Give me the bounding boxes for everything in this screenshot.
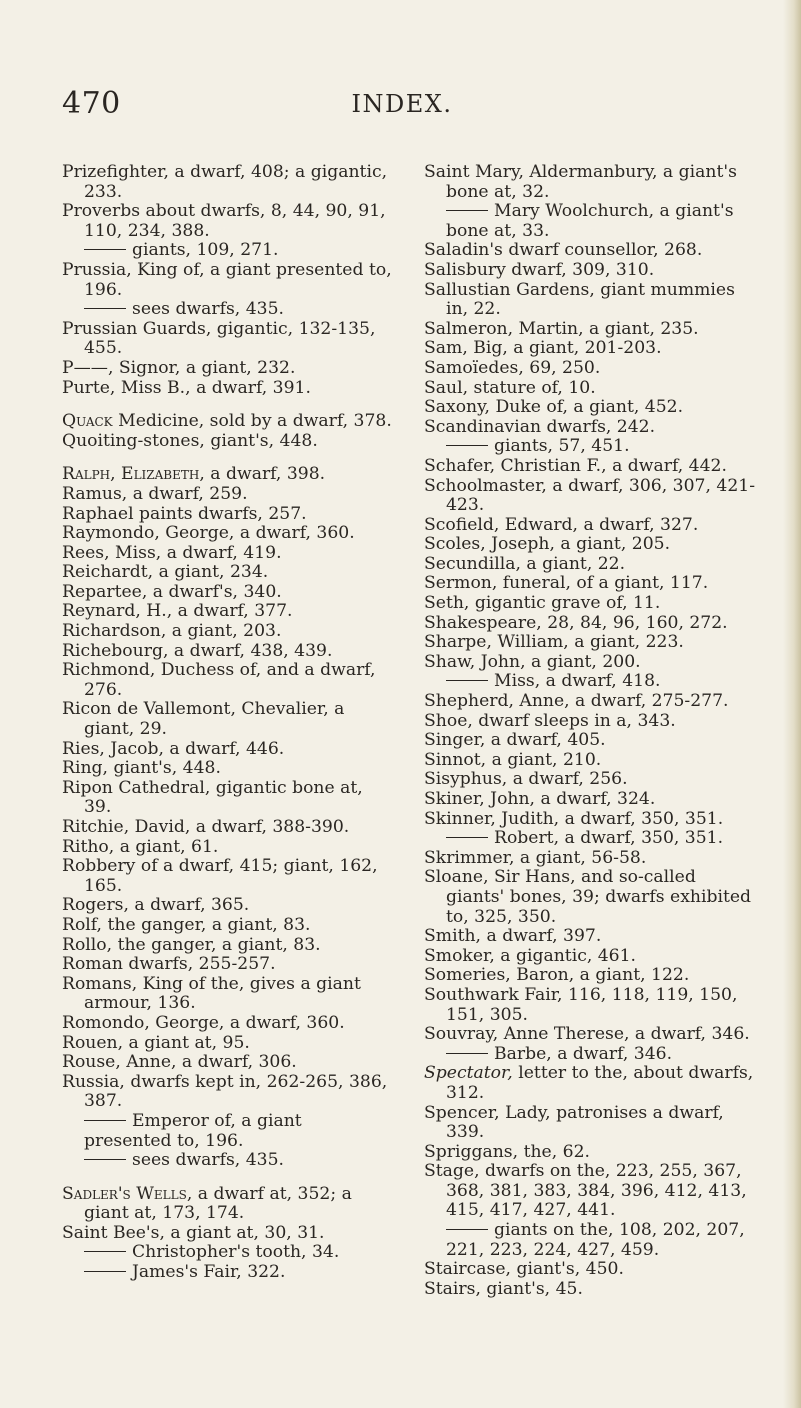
entry-heading: Spectator, — [424, 1063, 513, 1084]
index-entry — [424, 1260, 758, 1280]
index-entry — [424, 770, 758, 790]
entry-references: dwarfs, 255-257. — [122, 954, 276, 975]
entry-references: a dwarf, 419. — [161, 542, 282, 563]
entry-heading: Saul, — [424, 377, 469, 398]
entry-heading: Stage, — [424, 1161, 480, 1182]
entry-references: a dwarf, 327. — [578, 514, 699, 535]
index-entry — [62, 602, 394, 622]
entry-heading: Romans, King of the, — [62, 973, 245, 994]
entry-heading: Ritho, — [62, 836, 115, 857]
entry-heading: Romondo, George, — [62, 1012, 225, 1033]
entry-references: a dwarf, 275-277. — [569, 691, 729, 712]
index-entry — [62, 563, 394, 583]
index-entry — [62, 1053, 394, 1073]
index-entry — [62, 465, 394, 485]
entry-heading: Saladin's — [424, 240, 503, 261]
index-entry — [62, 320, 394, 359]
entry-references: giant's, 450. — [510, 1259, 624, 1280]
ditto-dash — [84, 308, 126, 309]
entry-references: a giant, 122. — [574, 965, 690, 986]
entry-references: a giant, 201-203. — [507, 338, 662, 359]
entry-references: dwarf counsellor, 268. — [502, 240, 703, 261]
entry-references: 69, 250. — [523, 357, 601, 378]
entry-references: giant's, 448. — [107, 758, 221, 779]
entry-heading: Raymondo, George, — [62, 523, 235, 544]
entry-references: a dwarf at, 352; a giant at, 173, 174. — [84, 1183, 352, 1224]
entry-heading: Sermon, — [424, 573, 498, 594]
entry-heading: Ritchie, David, — [62, 817, 191, 837]
ditto-dash — [84, 1120, 126, 1121]
ditto-dash — [84, 249, 126, 250]
index-entry — [62, 505, 394, 525]
entry-heading: Repartee, — [62, 581, 148, 602]
entry-heading: Sloane, Sir Hans, — [424, 867, 576, 888]
entry-heading: Stairs, — [424, 1278, 481, 1299]
index-subentry — [62, 1263, 394, 1283]
index-subentry — [424, 1221, 758, 1260]
index-entry — [62, 916, 394, 936]
index-entry — [62, 661, 394, 700]
index-subentry — [62, 1243, 394, 1263]
entry-references: a giant, 235. — [583, 318, 699, 339]
index-entry — [62, 896, 394, 916]
letter-section-gap — [62, 1171, 394, 1185]
entry-heading: Schoolmaster, — [424, 475, 547, 496]
entry-heading: Shoe, — [424, 710, 473, 731]
entry-references: a dwarf, 397. — [481, 926, 602, 947]
entry-references: gigantic grave of, 11. — [469, 593, 661, 614]
entry-heading: Purte, Miss B., — [62, 377, 191, 398]
index-entry — [62, 412, 394, 432]
index-entry — [424, 1162, 758, 1221]
ditto-dash — [446, 837, 488, 838]
index-entry — [424, 1280, 758, 1300]
entry-heading: Schafer, Christian F., — [424, 455, 607, 476]
entry-references: a giant, 22. — [520, 553, 626, 574]
entry-references: and so-called giants' bones, 39; dwarfs exhibited to, 325, 350. — [446, 867, 752, 927]
entry-references: a giant, 234. — [153, 562, 269, 583]
entry-heading: Souvray, Anne Therese, — [424, 1024, 630, 1045]
index-entry — [62, 1073, 394, 1112]
entry-references: a giant, 210. — [486, 749, 602, 770]
entry-heading: Prizefighter, — [62, 162, 169, 182]
entry-heading: Smith, — [424, 926, 482, 947]
entry-references: a giant at, 95. — [123, 1032, 250, 1053]
entry-references: Medicine, sold by a dwarf, 378. — [112, 411, 392, 432]
ditto-dash — [446, 210, 488, 211]
index-entry — [62, 955, 394, 975]
entry-heading: Ricon de Vallemont, Chevalier, — [62, 699, 329, 720]
entry-heading: Samoïedes, — [424, 357, 524, 378]
index-subentry — [424, 437, 758, 457]
index-entry — [62, 818, 394, 838]
entry-heading: Scoles, Joseph, — [424, 534, 555, 555]
entry-references: a dwarf, 405. — [485, 730, 606, 751]
subentry-text: sees dwarfs, 435. — [132, 1150, 285, 1171]
entry-heading: Sinnot, — [424, 749, 487, 770]
entry-references: giant's, 45. — [480, 1278, 583, 1299]
index-entry — [424, 379, 758, 399]
index-entry — [424, 731, 758, 751]
entry-references: a dwarf, 391. — [190, 377, 311, 398]
entry-heading: Richebourg, — [62, 640, 169, 661]
entry-references: a dwarf, 408; a gigantic, 233. — [84, 162, 388, 202]
entry-heading: Rouen, — [62, 1032, 124, 1053]
entry-references: a giant, 61. — [114, 836, 219, 857]
letter-section-gap — [62, 398, 394, 412]
index-subentry — [424, 1045, 758, 1065]
entry-references: a dwarf's, 340. — [147, 581, 282, 602]
subentry-text: giants, 109, 271. — [132, 240, 279, 261]
running-head: INDEX. — [351, 90, 453, 118]
index-entry — [424, 653, 758, 673]
entry-heading: Richardson, — [62, 621, 167, 642]
entry-heading: Prussia, King of, — [62, 259, 205, 280]
index-entry — [424, 594, 758, 614]
index-entry — [62, 1185, 394, 1224]
entry-references: gives a giant armour, 136. — [84, 973, 361, 1014]
entry-heading: Secundilla, — [424, 553, 521, 574]
entry-references: 28, 84, 96, 160, 272. — [541, 612, 728, 633]
index-entry — [424, 535, 758, 555]
index-entry — [62, 524, 394, 544]
entry-references: a dwarf, 377. — [172, 601, 293, 622]
entry-heading: Quoiting-stones, — [62, 430, 205, 451]
ditto-dash — [84, 1251, 126, 1252]
index-entry — [62, 1014, 394, 1034]
entry-references: paints dwarfs, 257. — [133, 503, 307, 524]
index-entry — [424, 986, 758, 1025]
ditto-dash — [446, 1053, 488, 1054]
index-entry — [424, 359, 758, 379]
subentry-text: giants, 57, 451. — [494, 436, 630, 457]
entry-heading: Reichardt, — [62, 562, 154, 583]
index-entry — [424, 339, 758, 359]
entry-heading: Sadler's Wells, — [62, 1183, 193, 1204]
index-entry — [424, 1143, 758, 1163]
index-entry — [424, 751, 758, 771]
index-entry — [62, 975, 394, 1014]
entry-heading: Ralph, Elizabeth, — [62, 464, 205, 485]
entry-references: a dwarf, 360. — [224, 1012, 345, 1033]
index-entry — [62, 759, 394, 779]
index-entry — [424, 320, 758, 340]
entry-references: 116, 118, 119, 150, 151, 305. — [446, 984, 738, 1025]
index-entry — [424, 1064, 758, 1103]
index-entry — [62, 261, 394, 300]
entry-heading: Someries, Baron, — [424, 965, 575, 986]
entry-references: dwarf sleeps in a, 343. — [472, 710, 676, 731]
ditto-dash — [446, 445, 488, 446]
entry-heading: Skiner, John, — [424, 789, 536, 809]
subentry-text: Robert, a dwarf, 350, 351. — [494, 828, 724, 849]
ditto-dash — [84, 1271, 126, 1272]
index-entry — [424, 555, 758, 575]
entry-heading: Spencer, Lady, — [424, 1102, 551, 1123]
ditto-dash — [446, 1229, 488, 1230]
index-entry — [424, 868, 758, 927]
entry-heading: Reynard, H., — [62, 601, 173, 622]
entry-heading: Sharpe, William, — [424, 632, 569, 653]
entry-heading: P——, Signor, — [62, 357, 181, 378]
entry-references: a dwarf, 398. — [204, 464, 326, 485]
index-entry — [62, 583, 394, 603]
entry-references: a giant, 29. — [84, 699, 345, 740]
entry-references: patronises a dwarf, 339. — [446, 1102, 724, 1143]
index-subentry — [424, 202, 758, 241]
index-entry — [62, 622, 394, 642]
entry-references: giant's, 448. — [204, 430, 318, 451]
entry-heading: Rouse, Anne, — [62, 1052, 177, 1073]
entry-heading: Rolf, — [62, 914, 102, 935]
page-header — [62, 86, 742, 126]
index-column-left — [62, 163, 394, 1283]
index-entry — [424, 281, 758, 320]
entry-references: a giant, 56-58. — [514, 847, 647, 868]
index-entry — [62, 838, 394, 858]
index-entry — [424, 457, 758, 477]
entry-heading: Salmeron, Martin, — [424, 318, 584, 339]
entry-references: a dwarf, 346. — [629, 1024, 750, 1045]
entry-heading: Smoker, — [424, 945, 495, 966]
index-entry — [62, 642, 394, 662]
entry-heading: Southwark Fair, — [424, 984, 563, 1005]
index-entry — [62, 700, 394, 739]
entry-heading: Raphael — [62, 503, 134, 524]
index-entry — [62, 379, 394, 399]
subentry-text: Christopher's tooth, 34. — [132, 1242, 340, 1263]
index-entry — [424, 163, 758, 202]
entry-references: a gigantic, 461. — [494, 945, 637, 966]
entry-heading: Scofield, Edward, — [424, 514, 578, 535]
index-entry — [424, 810, 758, 830]
entry-references: letter to the, about dwarfs, 312. — [446, 1063, 754, 1103]
index-entry — [62, 779, 394, 818]
letter-section-gap — [62, 451, 394, 465]
index-subentry — [424, 672, 758, 692]
entry-heading: Skinner, Judith, — [424, 808, 560, 829]
entry-references: a dwarf, 306. — [176, 1052, 297, 1073]
entry-references: of a dwarf, 415; giant, 162, 165. — [84, 856, 378, 896]
entry-heading: Ries, Jacob, — [62, 738, 164, 759]
entry-heading: Rogers, — [62, 895, 129, 916]
subentry-text: Emperor of, a giant presented to, 196. — [84, 1110, 302, 1151]
index-entry — [424, 966, 758, 986]
index-entry — [424, 712, 758, 732]
index-entry — [424, 241, 758, 261]
entry-heading: Prussian Guards, — [62, 318, 212, 339]
entry-heading: Richmond, Duchess of, — [62, 660, 262, 681]
entry-heading: Russia, — [62, 1071, 125, 1092]
entry-heading: Seth, — [424, 593, 470, 614]
subentry-text: giants on the, 108, 202, 207, 221, 223, 224, 427, 459. — [446, 1220, 745, 1260]
index-entry — [62, 163, 394, 202]
index-entry — [424, 398, 758, 418]
entry-references: stature of, 10. — [468, 377, 596, 398]
entry-references: a giant at, 30, 31. — [164, 1222, 325, 1243]
index-entry — [62, 485, 394, 505]
entry-heading: Robbery — [62, 856, 136, 877]
index-entry — [62, 359, 394, 379]
entry-references: funeral, of a giant, 117. — [497, 573, 709, 594]
index-entry — [424, 633, 758, 653]
index-entry — [424, 418, 758, 438]
entry-references: a giant's bone at, 32. — [446, 162, 737, 202]
index-entry — [424, 614, 758, 634]
entry-heading: Shepherd, Anne, — [424, 691, 570, 712]
ditto-dash — [84, 1159, 126, 1160]
entry-heading: Sam, Big, — [424, 338, 508, 359]
entry-references: dwarfs, 242. — [541, 416, 656, 437]
index-entry — [62, 432, 394, 452]
index-entry — [424, 790, 758, 810]
entry-references: a dwarf, 256. — [507, 769, 628, 790]
index-entry — [62, 1224, 394, 1244]
entry-references: gigantic, 132-135, 455. — [84, 318, 376, 359]
entry-heading: Sallustian Gardens, — [424, 279, 595, 300]
entry-references: dwarfs kept in, 262-265, 386, 387. — [84, 1071, 388, 1112]
entry-heading: Salisbury — [424, 259, 506, 280]
index-subentry — [62, 1151, 394, 1171]
entry-references: a dwarf, 360. — [234, 523, 355, 544]
entry-references: a giant, 200. — [525, 651, 641, 672]
entry-references: a dwarf, 388-390. — [190, 817, 350, 837]
index-entry — [424, 477, 758, 516]
subentry-text: Mary Woolchurch, a giant's bone at, 33. — [446, 201, 734, 241]
entry-heading: Saint Bee's, — [62, 1222, 165, 1243]
index-entry — [424, 574, 758, 594]
index-entry — [424, 1104, 758, 1143]
entry-references: the ganger, a giant, 83. — [102, 914, 311, 935]
entry-heading: Proverbs about dwarfs, — [62, 201, 266, 222]
entry-heading: Rollo, — [62, 934, 113, 955]
subentry-text: sees dwarfs, 435. — [132, 299, 285, 320]
entry-references: a dwarf, 446. — [163, 738, 285, 759]
entry-references: a dwarf, 442. — [606, 455, 727, 476]
entry-references: the ganger, a giant, 83. — [112, 934, 321, 955]
entry-references: a dwarf, 259. — [127, 483, 248, 504]
index-entry — [424, 947, 758, 967]
entry-references: a giant, 205. — [554, 534, 671, 555]
entry-references: the, 62. — [518, 1141, 590, 1162]
index-entry — [424, 261, 758, 281]
entry-references: dwarfs on the, 223, 255, 367, 368, 381, 383, 384, 396, 412, 413, 415, 417, 427, 441. — [446, 1161, 747, 1221]
entry-heading: Rees, Miss, — [62, 542, 162, 563]
index-entry — [424, 692, 758, 712]
entry-references: a dwarf, 438, 439. — [168, 640, 333, 661]
entry-references: giant mummies in, 22. — [446, 279, 735, 320]
entry-heading: Skrimmer, — [424, 847, 515, 868]
index-entry — [62, 1034, 394, 1054]
entry-references: a dwarf, 350, 351. — [559, 808, 724, 829]
index-subentry — [424, 829, 758, 849]
entry-references: a giant, 452. — [567, 397, 684, 418]
index-entry — [424, 927, 758, 947]
entry-references: a giant, 223. — [568, 632, 684, 653]
entry-references: a giant, 203. — [166, 621, 282, 642]
index-subentry — [62, 300, 394, 320]
entry-references: a dwarf, 306, 307, 421-423. — [446, 475, 756, 516]
index-entry — [62, 936, 394, 956]
entry-heading: Quack — [62, 411, 113, 432]
index-entry — [424, 516, 758, 536]
entry-references: gigantic bone at, 39. — [84, 777, 363, 818]
entry-heading: Ripon Cathedral, — [62, 777, 211, 798]
entry-references: dwarf, 309, 310. — [505, 259, 655, 280]
index-column-right — [424, 163, 758, 1299]
entry-heading: Singer, — [424, 730, 486, 751]
entry-references: a giant, 232. — [180, 357, 296, 378]
index-entry — [62, 202, 394, 241]
subentry-text: Miss, a dwarf, 418. — [494, 671, 661, 692]
entry-references: and a dwarf, 276. — [84, 660, 376, 700]
subentry-text: Barbe, a dwarf, 346. — [494, 1043, 673, 1064]
subentry-text: James's Fair, 322. — [132, 1262, 286, 1283]
index-entry — [424, 849, 758, 869]
entry-heading: Roman — [62, 954, 123, 975]
page-number: 470 — [62, 86, 121, 121]
entry-heading: Saxony, Duke of, — [424, 397, 568, 418]
entry-heading: Shaw, John, — [424, 651, 526, 672]
entry-heading: Ring, — [62, 758, 108, 779]
index-entry — [62, 857, 394, 896]
index-entry — [424, 1025, 758, 1045]
entry-heading: Ramus, — [62, 483, 128, 504]
index-subentry — [62, 241, 394, 261]
entry-references: 8, 44, 90, 91, 110, 234, 388. — [84, 201, 386, 241]
page-edge-shadow — [783, 0, 801, 1408]
entry-heading: Saint Mary, Aldermanbury, — [424, 162, 658, 182]
entry-references: a dwarf, 365. — [128, 895, 250, 916]
entry-heading: Shakespeare, — [424, 612, 542, 633]
entry-heading: Staircase, — [424, 1259, 511, 1280]
entry-heading: Spriggans, — [424, 1141, 519, 1162]
index-entry — [62, 544, 394, 564]
index-subentry — [62, 1112, 394, 1151]
entry-references: a dwarf, 324. — [535, 789, 656, 809]
entry-heading: Sisyphus, — [424, 769, 508, 790]
entry-heading: Scandinavian — [424, 416, 542, 437]
ditto-dash — [446, 680, 488, 681]
entry-references: a giant presented to, 196. — [84, 259, 392, 300]
index-entry — [62, 740, 394, 760]
